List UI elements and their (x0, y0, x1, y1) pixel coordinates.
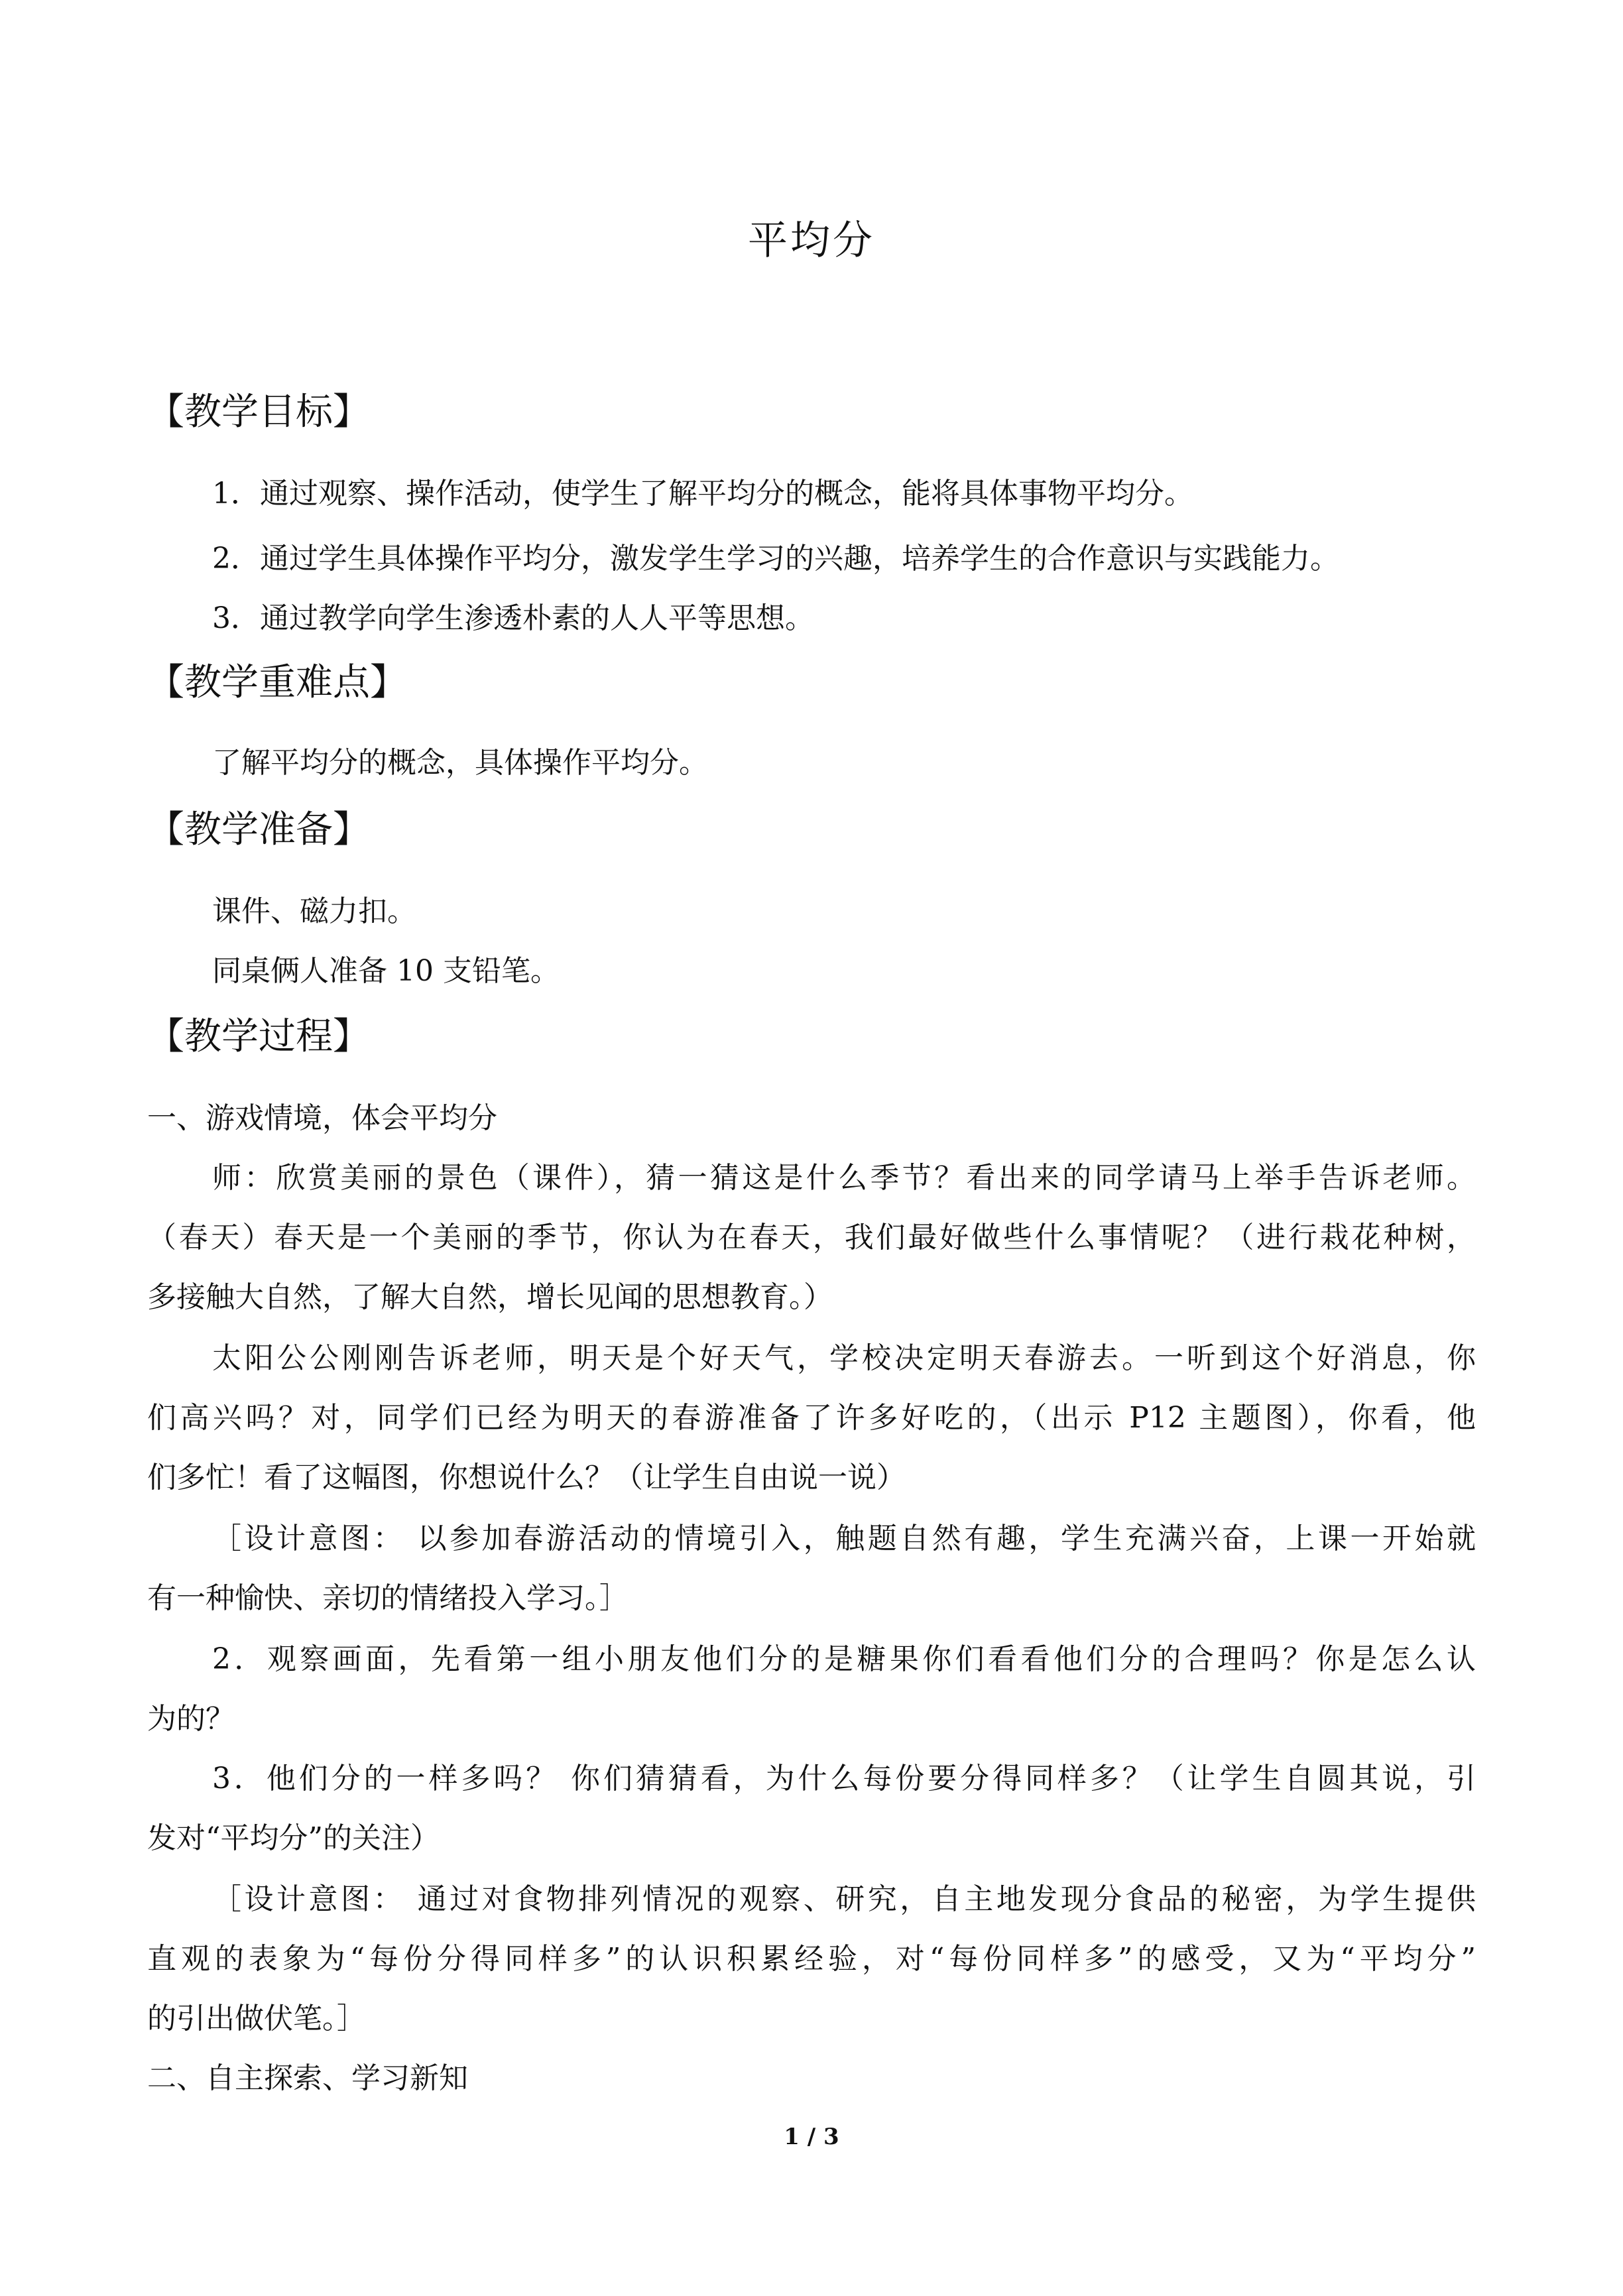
heading-preparation: 【教学准备】 (147, 808, 370, 851)
heading-process: 【教学过程】 (147, 1015, 370, 1058)
objective-2: 2．通过学生具体操作平均分，激发学生学习的兴趣，培养学生的合作意识与实践能力。 (212, 542, 1339, 575)
heading-objectives: 【教学目标】 (147, 391, 370, 434)
design-note-1-line-2: 有一种愉快、亲切的情绪投入学习。］ (147, 1581, 629, 1615)
section-1-title: 一、游戏情境，体会平均分 (147, 1101, 497, 1135)
heading-key-points: 【教学重难点】 (147, 661, 407, 704)
page-title: 平均分 (748, 217, 875, 264)
preparation-1: 课件、磁力扣。 (212, 894, 416, 928)
key-points-text: 了解平均分的概念，具体操作平均分。 (212, 746, 708, 780)
design-note-1-line-1: ［设计意图： 以参加春游活动的情境引入，触题自然有趣，学生充满兴奋，上课一开始就 (212, 1522, 1476, 1555)
item-2-line-1: 2．观察画面，先看第一组小朋友他们分的是糖果你们看看他们分的合理吗？你是怎么认 (212, 1642, 1476, 1676)
item-3-line-2: 发对“平均分”的关注） (147, 1821, 440, 1855)
item-3-line-1: 3．他们分的一样多吗？ 你们猜猜看，为什么每份要分得同样多？（让学生自圆其说，引 (212, 1762, 1476, 1795)
para2-line-3: 们多忙！看了这幅图，你想说什么？（让学生自由说一说） (147, 1461, 906, 1494)
design-note-2-line-2: 直观的表象为“每份分得同样多”的认识积累经验，对“每份同样多”的感受，又为“平均分” (147, 1942, 1476, 1976)
para2-line-1: 太阳公公刚刚告诉老师，明天是个好天气，学校决定明天春游去。一听到这个好消息，你 (212, 1341, 1476, 1375)
para1-line-3: 多接触大自然，了解大自然，增长见闻的思想教育。） (147, 1280, 833, 1314)
design-note-2-line-1: ［设计意图： 通过对食物排列情况的观察、研究，自主地发现分食品的秘密，为学生提供 (212, 1882, 1476, 1916)
objective-3: 3．通过教学向学生渗透朴素的人人平等思想。 (212, 601, 814, 635)
para1-line-2: （春天）春天是一个美丽的季节，你认为在春天，我们最好做些什么事情呢？（进行栽花种树， (147, 1221, 1476, 1254)
page-number: 1 / 3 (784, 2124, 839, 2150)
para2-line-2: 们高兴吗？对，同学们已经为明天的春游准备了许多好吃的，（出示 P12 主题图），你看，他 (147, 1401, 1476, 1435)
para1-line-1: 师：欣赏美丽的景色（课件），猜一猜这是什么季节？看出来的同学请马上举手告诉老师。 (212, 1161, 1476, 1195)
section-2-title: 二、自主探索、学习新知 (147, 2061, 468, 2095)
design-note-2-line-3: 的引出做伏笔。］ (147, 2002, 366, 2035)
preparation-2: 同桌俩人准备 10 支铅笔。 (212, 954, 560, 988)
item-2-line-2: 为的？ (147, 1702, 235, 1736)
objective-1: 1．通过观察、操作活动，使学生了解平均分的概念，能将具体事物平均分。 (212, 477, 1193, 511)
